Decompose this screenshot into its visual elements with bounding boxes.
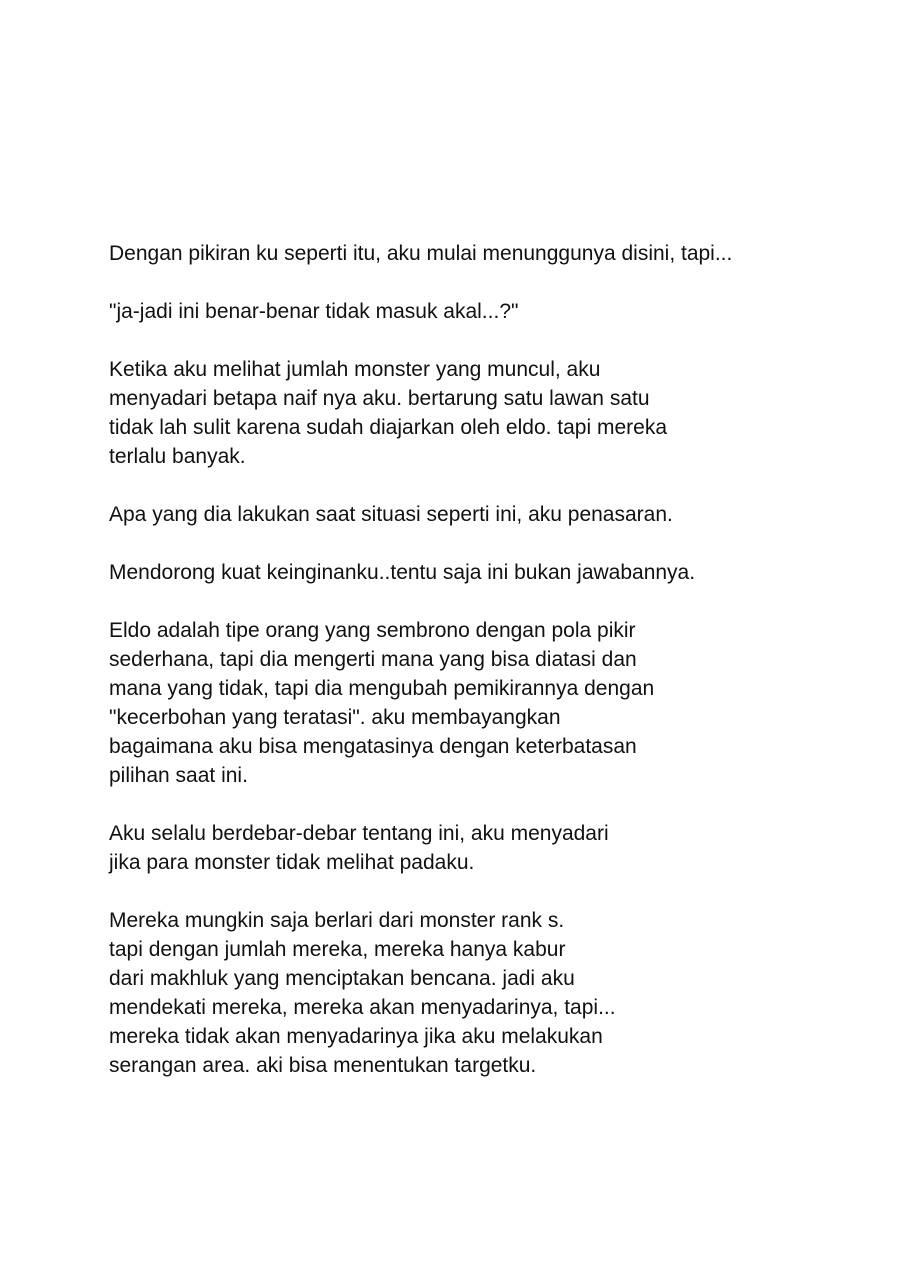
paragraph-4 — [109, 500, 889, 529]
paragraph-7 — [109, 819, 889, 877]
text-line: jika para monster tidak melihat padaku. — [109, 851, 475, 874]
text-line: mana yang tidak, tapi dia mengubah pemikirannya dengan — [109, 677, 655, 700]
text-line: Apa yang dia lakukan saat situasi seperti ini, aku penasaran. — [109, 503, 673, 526]
text-line: tapi dengan jumlah mereka, mereka hanya kabur — [109, 938, 566, 961]
document-body — [109, 239, 889, 1109]
text-line: menyadari betapa naif nya aku. bertarung satu lawan satu — [109, 387, 650, 410]
text-line: Aku selalu berdebar-debar tentang ini, aku menyadari — [109, 822, 609, 845]
text-line: mereka tidak akan menyadarinya jika aku melakukan — [109, 1025, 603, 1048]
paragraph-1 — [109, 239, 889, 268]
text-line: Eldo adalah tipe orang yang sembrono dengan pola pikir — [109, 619, 636, 642]
text-line: Dengan pikiran ku seperti itu, aku mulai menunggunya disini, tapi... — [109, 242, 733, 265]
text-line: bagaimana aku bisa mengatasinya dengan keterbatasan — [109, 735, 637, 758]
text-line: Mereka mungkin saja berlari dari monster rank s. — [109, 909, 565, 932]
text-line: Mendorong kuat keinginanku..tentu saja ini bukan jawabannya. — [109, 561, 696, 584]
paragraph-2 — [109, 297, 889, 326]
paragraph-5 — [109, 558, 889, 587]
text-line: dari makhluk yang menciptakan bencana. jadi aku — [109, 967, 575, 990]
paragraph-8 — [109, 906, 889, 1080]
text-line: "kecerbohan yang teratasi". aku membayangkan — [109, 706, 561, 729]
text-line: Ketika aku melihat jumlah monster yang muncul, aku — [109, 358, 601, 381]
text-line: pilihan saat ini. — [109, 764, 248, 787]
text-line: sederhana, tapi dia mengerti mana yang bisa diatasi dan — [109, 648, 637, 671]
paragraph-3 — [109, 355, 889, 471]
paragraph-6 — [109, 616, 889, 790]
text-line: tidak lah sulit karena sudah diajarkan oleh eldo. tapi mereka — [109, 416, 668, 439]
text-line: mendekati mereka, mereka akan menyadarinya, tapi... — [109, 996, 616, 1019]
text-line: terlalu banyak. — [109, 445, 246, 468]
text-line: serangan area. aki bisa menentukan targetku. — [109, 1054, 537, 1077]
text-line: "ja-jadi ini benar-benar tidak masuk akal...?" — [109, 300, 519, 323]
